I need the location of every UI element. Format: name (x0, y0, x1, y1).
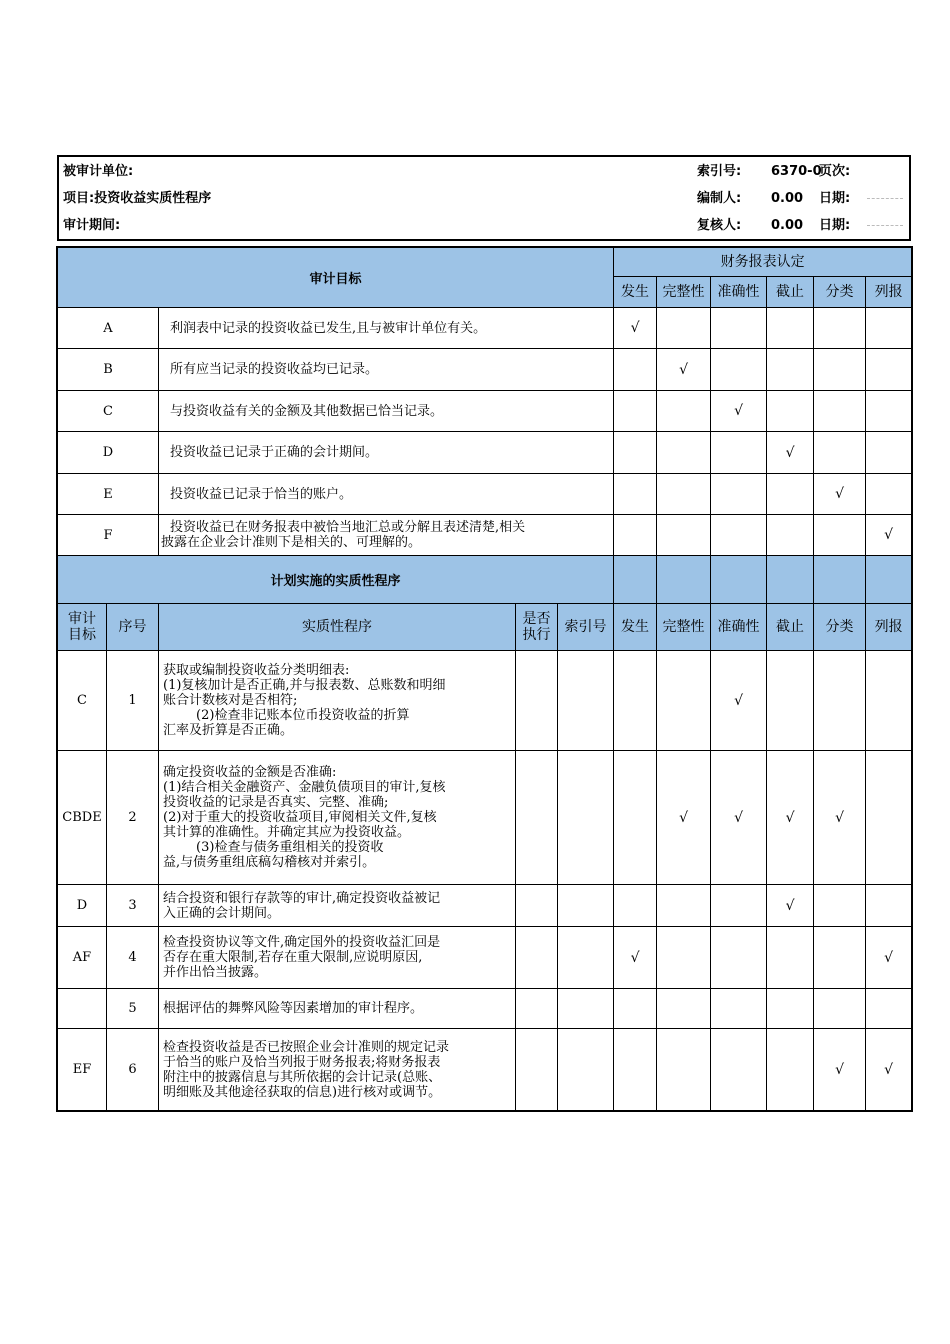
procedure-line: 于恰当的账户及恰当列报于财务报表;将财务报表 (163, 1054, 441, 1070)
review-date-value (867, 225, 903, 226)
mark-cell (711, 927, 767, 989)
assertion-title: 财务报表认定 (614, 248, 912, 277)
prepare-date-value (867, 198, 903, 199)
procedure-line: 确定投资收益的金额是否准确: (163, 765, 337, 780)
preparer-value: 0.00 (771, 191, 804, 206)
objective-text: 与投资收益有关的金额及其他数据已恰当记录。 (159, 391, 614, 432)
objective-text: 利润表中记录的投资收益已发生,且与被审计单位有关。 (159, 308, 614, 349)
procedure-line: 并作出恰当披露。 (163, 965, 268, 980)
procedure-row (58, 989, 912, 1029)
objective-text-line: 披露在企业会计准则下是相关的、可理解的。 (161, 535, 422, 550)
objective-row (58, 515, 912, 556)
procedure-line: (1)复核加计是否正确,并与报表数、总账数和明细 (163, 678, 446, 693)
mark-cell (866, 651, 912, 751)
procedure-text (159, 1029, 516, 1111)
mark-cell: √ (711, 651, 767, 751)
procedure-line: 根据评估的舞弊风险等因素增加的审计程序。 (163, 1001, 424, 1016)
mark-cell (657, 432, 711, 474)
objectives-title: 审计目标 (58, 248, 614, 308)
procedure-line: 入正确的会计期间。 (163, 905, 281, 921)
mark-cell: √ (767, 432, 814, 474)
procedure-text (159, 651, 516, 751)
mark-cell: √ (657, 349, 711, 391)
procedure-row (58, 1029, 912, 1111)
mark-cell (866, 989, 912, 1029)
mark-cell: √ (711, 751, 767, 885)
mark-cell (614, 751, 657, 885)
reviewer-value: 0.00 (771, 218, 804, 233)
index-label: 索引号: (697, 164, 742, 179)
mark-cell (814, 989, 866, 1029)
procedure-number: 4 (107, 927, 159, 989)
mark-cell (866, 474, 912, 515)
mark-cell: √ (767, 885, 814, 927)
reviewer-label: 复核人: (697, 218, 742, 233)
objective-row (58, 308, 912, 349)
mark-cell (657, 474, 711, 515)
procedure-line: (2)检查非记账本位币投资收益的折算 (163, 708, 410, 723)
mark-cell: √ (711, 391, 767, 432)
mark-cell (657, 391, 711, 432)
mark-cell (814, 308, 866, 349)
objective-text: 所有应当记录的投资收益均已记录。 (159, 349, 614, 391)
procedure-line: 否存在重大限制,若存在重大限制,应说明原因, (163, 950, 423, 965)
period-label: 审计期间: (63, 218, 121, 233)
executed-cell[interactable] (516, 651, 558, 751)
mark-cell (711, 308, 767, 349)
mark-cell: √ (814, 751, 866, 885)
procedure-number: 5 (107, 989, 159, 1029)
col-executed-line: 是否 (522, 611, 551, 627)
mark-cell (866, 391, 912, 432)
procedure-objective: EF (58, 1029, 107, 1111)
objective-code: B (58, 349, 159, 391)
col-number: 序号 (107, 604, 159, 651)
mark-cell: √ (657, 751, 711, 885)
procedure-line: 检查投资协议等文件,确定国外的投资收益汇回是 (163, 935, 441, 950)
mark-cell (814, 349, 866, 391)
procedure-text (159, 751, 516, 885)
page-label: 页次: (819, 164, 851, 179)
mark-cell: √ (614, 927, 657, 989)
index-cell[interactable] (558, 885, 614, 927)
col-procedure: 实质性程序 (159, 604, 516, 651)
procedure-number: 6 (107, 1029, 159, 1111)
mark-cell (614, 349, 657, 391)
mark-cell: √ (614, 308, 657, 349)
objective-code: A (58, 308, 159, 349)
objective-code: D (58, 432, 159, 474)
executed-cell[interactable] (516, 885, 558, 927)
procedure-text (159, 927, 516, 989)
assertion-classification: 分类 (814, 277, 866, 308)
mark-cell (711, 885, 767, 927)
procedure-objective: AF (58, 927, 107, 989)
objective-code: E (58, 474, 159, 515)
assertion-presentation: 列报 (866, 604, 912, 651)
mark-cell (814, 651, 866, 751)
mark-cell (866, 349, 912, 391)
col-executed (516, 604, 558, 651)
objective-code: F (58, 515, 159, 556)
mark-cell: √ (866, 927, 912, 989)
assertion-completeness: 完整性 (657, 604, 711, 651)
executed-cell[interactable] (516, 989, 558, 1029)
mark-cell (614, 651, 657, 751)
assertion-occurrence: 发生 (614, 277, 657, 308)
mark-cell (866, 751, 912, 885)
procedure-objective (58, 989, 107, 1029)
mark-cell: √ (866, 515, 912, 556)
procedures-header-row (58, 604, 912, 651)
procedure-line: (1)结合相关金融资产、金融负债项目的审计,复核 (163, 780, 446, 795)
mark-cell (657, 989, 711, 1029)
index-cell[interactable] (558, 989, 614, 1029)
mark-cell (767, 989, 814, 1029)
mark-cell (814, 391, 866, 432)
mark-cell (614, 474, 657, 515)
procedure-text (159, 989, 516, 1029)
procedure-number: 2 (107, 751, 159, 885)
mark-cell (657, 1029, 711, 1111)
assertion-cutoff: 截止 (767, 604, 814, 651)
mark-cell (767, 515, 814, 556)
col-executed-line: 执行 (522, 627, 551, 643)
col-objective (58, 604, 107, 651)
col-objective-line: 审计 (68, 611, 96, 627)
mark-cell (814, 885, 866, 927)
mark-cell (614, 885, 657, 927)
mark-cell (614, 1029, 657, 1111)
project-label: 项目:投资收益实质性程序 (63, 191, 212, 206)
preparer-label: 编制人: (697, 191, 742, 206)
mark-cell (767, 308, 814, 349)
mark-cell (767, 391, 814, 432)
mark-cell (657, 308, 711, 349)
procedure-row (58, 927, 912, 989)
mark-cell (767, 349, 814, 391)
review-date-label: 日期: (819, 218, 851, 233)
mark-cell (814, 927, 866, 989)
header-row-period (59, 212, 909, 239)
assertion-accuracy: 准确性 (711, 277, 767, 308)
blank-cell (767, 556, 814, 604)
mark-cell (614, 391, 657, 432)
objective-text-line: 投资收益已在财务报表中被恰当地汇总或分解且表述清楚,相关 (170, 520, 526, 535)
mark-cell (711, 1029, 767, 1111)
blank-cell (657, 556, 711, 604)
col-objective-line: 目标 (68, 627, 96, 643)
prepare-date-label: 日期: (819, 191, 851, 206)
objectives-header-row (58, 248, 912, 277)
index-cell[interactable] (558, 651, 614, 751)
procedure-text (159, 885, 516, 927)
mark-cell (767, 474, 814, 515)
index-cell[interactable] (558, 751, 614, 885)
mark-cell (711, 349, 767, 391)
mark-cell (767, 1029, 814, 1111)
mark-cell: √ (814, 1029, 866, 1111)
mark-cell (814, 432, 866, 474)
audited-unit-label: 被审计单位: (63, 164, 134, 179)
mark-cell (814, 515, 866, 556)
mark-cell (711, 989, 767, 1029)
procedure-line: 明细账及其他途径获取的信息)进行核对或调节。 (163, 1084, 442, 1100)
procedure-objective: D (58, 885, 107, 927)
mark-cell (866, 308, 912, 349)
procedure-line: (3)检查与债务重组相关的投资收 (163, 840, 384, 855)
index-value: 6370-0 (771, 164, 822, 179)
objective-text: 投资收益已记录于正确的会计期间。 (159, 432, 614, 474)
assertion-presentation: 列报 (866, 277, 912, 308)
index-cell[interactable] (558, 1029, 614, 1111)
objective-row (58, 391, 912, 432)
mark-cell (866, 432, 912, 474)
procedure-line: 投资收益的记录是否真实、完整、准确; (163, 795, 389, 810)
blank-cell (711, 556, 767, 604)
procedure-line: 附注中的披露信息与其所依据的会计记录(总账、 (163, 1069, 442, 1085)
procedure-number: 1 (107, 651, 159, 751)
header-row-unit (59, 158, 909, 185)
col-index: 索引号 (558, 604, 614, 651)
mark-cell (711, 474, 767, 515)
mark-cell (711, 515, 767, 556)
procedure-line: 获取或编制投资收益分类明细表: (163, 663, 350, 678)
blank-cell (614, 556, 657, 604)
procedure-line: 检查投资收益是否已按照企业会计准则的规定记录 (163, 1039, 450, 1055)
mark-cell: √ (866, 1029, 912, 1111)
procedure-number: 3 (107, 885, 159, 927)
procedure-row (58, 651, 912, 751)
mark-cell (614, 432, 657, 474)
mark-cell (614, 515, 657, 556)
objective-row (58, 349, 912, 391)
mark-cell (657, 651, 711, 751)
procedure-line: 结合投资和银行存款等的审计,确定投资收益被记 (163, 890, 441, 906)
audit-program-table (57, 247, 912, 1111)
objective-row (58, 474, 912, 515)
procedure-line: (2)对于重大的投资收益项目,审阅相关文件,复核 (163, 810, 437, 825)
procedure-line: 益,与债务重组底稿勾稽核对并索引。 (163, 855, 376, 870)
mark-cell (767, 651, 814, 751)
mark-cell (711, 432, 767, 474)
executed-cell[interactable] (516, 1029, 558, 1111)
procedure-objective: C (58, 651, 107, 751)
header-row-project (59, 185, 909, 212)
procedures-title-row (58, 556, 912, 604)
mark-cell (866, 885, 912, 927)
blank-cell (814, 556, 866, 604)
mark-cell (657, 885, 711, 927)
objective-text: 投资收益已记录于恰当的账户。 (159, 474, 614, 515)
procedure-row (58, 751, 912, 885)
procedures-title: 计划实施的实质性程序 (58, 556, 614, 604)
procedure-line: 汇率及折算是否正确。 (163, 723, 294, 738)
objective-code: C (58, 391, 159, 432)
procedure-line: 其计算的准确性。并确定其应为投资收益。 (163, 825, 411, 840)
mark-cell (767, 927, 814, 989)
mark-cell: √ (767, 751, 814, 885)
procedure-line: 账合计数核对是否相符; (163, 693, 298, 708)
assertion-classification: 分类 (814, 604, 866, 651)
objective-text (159, 515, 614, 556)
objective-row (58, 432, 912, 474)
procedure-row (58, 885, 912, 927)
assertion-completeness: 完整性 (657, 277, 711, 308)
assertion-accuracy: 准确性 (711, 604, 767, 651)
header-box (57, 155, 911, 241)
index-cell[interactable] (558, 927, 614, 989)
mark-cell (657, 927, 711, 989)
assertion-occurrence: 发生 (614, 604, 657, 651)
blank-cell (866, 556, 912, 604)
procedure-objective: CBDE (58, 751, 107, 885)
assertion-cutoff: 截止 (767, 277, 814, 308)
mark-cell: √ (814, 474, 866, 515)
mark-cell (657, 515, 711, 556)
executed-cell[interactable] (516, 927, 558, 989)
mark-cell (614, 989, 657, 1029)
executed-cell[interactable] (516, 751, 558, 885)
